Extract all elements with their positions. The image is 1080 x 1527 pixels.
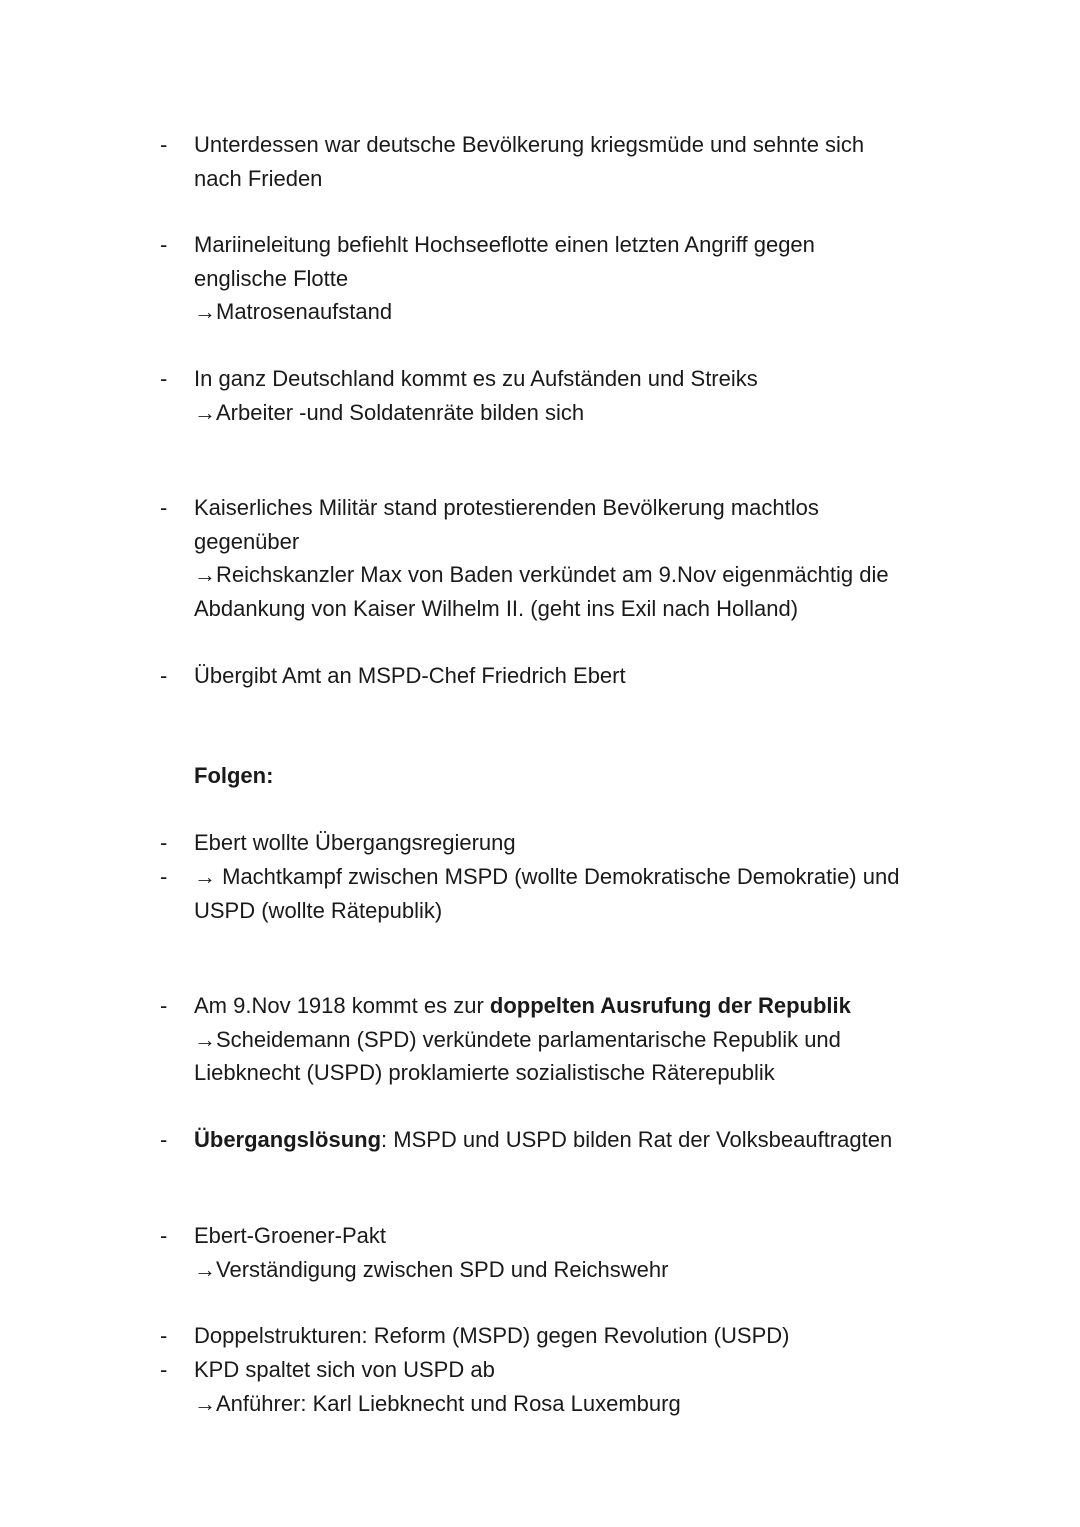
text-line: [194, 894, 964, 928]
heading-text: [194, 759, 964, 793]
bullet-dash: -: [160, 232, 168, 257]
text-line: [194, 162, 964, 196]
text-run: →Matrosenaufstand: [194, 299, 393, 324]
bold-text: Folgen:: [194, 763, 274, 788]
bullet-text: [194, 989, 964, 1090]
text-run: → Machtkampf zwischen MSPD (wollte Demokratische Demokratie) und: [194, 864, 900, 889]
bullet-text: [194, 826, 964, 860]
text-run: Am 9.Nov 1918 kommt es zur: [194, 993, 490, 1018]
text-run: Doppelstrukturen: Reform (MSPD) gegen Revolution (USPD): [194, 1323, 790, 1348]
text-line: [194, 1353, 964, 1387]
text-line: [194, 491, 964, 525]
text-run: →Anführer: Karl Liebknecht und Rosa Luxemburg: [194, 1390, 681, 1416]
text-line: [194, 1123, 964, 1157]
bold-text: doppelten Ausrufung der Republik: [489, 993, 851, 1018]
bullet-dash: -: [160, 1223, 168, 1248]
bullet-text: [194, 228, 964, 329]
text-line: [194, 1319, 964, 1353]
text-line: [194, 396, 964, 430]
text-line: [194, 1387, 964, 1421]
text-run: : MSPD und USPD bilden Rat der Volksbeauftragten: [381, 1127, 893, 1152]
text-line: [194, 860, 964, 894]
text-run: KPD spaltet sich von USPD ab: [194, 1357, 495, 1382]
bullet-text: [194, 491, 964, 625]
bullet-text: [194, 362, 964, 429]
text-line: [194, 759, 964, 793]
bullet-text: [194, 1123, 964, 1157]
text-run: Kaiserliches Militär stand protestierenden Bevölkerung machtlos: [194, 495, 819, 520]
bullet-dash: -: [160, 993, 168, 1018]
text-line: [194, 558, 964, 592]
bullet-text: [194, 1319, 964, 1353]
text-line: [194, 592, 964, 626]
bullet-dash: -: [160, 495, 168, 520]
text-run: USPD (wollte Rätepublik): [194, 897, 443, 923]
bullet-text: [194, 128, 964, 195]
bullet-dash: -: [160, 1127, 168, 1152]
text-line: [194, 826, 964, 860]
bullet-dash: -: [160, 864, 168, 889]
text-run: →Verständigung zwischen SPD und Reichswehr: [194, 1256, 669, 1282]
bullet-dash: -: [160, 132, 168, 157]
text-line: [194, 1023, 964, 1057]
text-run: Ebert-Groener-Pakt: [194, 1223, 386, 1248]
bullet-text: [194, 1219, 964, 1286]
text-run: Unterdessen war deutsche Bevölkerung kriegsmüde und sehnte sich: [194, 132, 865, 157]
bullet-text: [194, 659, 964, 693]
text-line: [194, 228, 964, 262]
text-line: [194, 989, 964, 1023]
text-run: Mariineleitung befiehlt Hochseeflotte einen letzten Angriff gegen: [194, 232, 815, 257]
text-run: →Arbeiter -und Soldatenräte bilden sich: [194, 399, 585, 425]
text-line: [194, 262, 964, 296]
text-run: Liebknecht (USPD) proklamierte sozialistische Räterepublik: [194, 1060, 775, 1085]
text-line: [194, 362, 964, 396]
text-run: Übergibt Amt an MSPD-Chef Friedrich Ebert: [194, 663, 626, 688]
bullet-dash: -: [160, 1357, 168, 1382]
text-run: nach Frieden: [194, 165, 323, 191]
text-run: →Scheidemann (SPD) verkündete parlamentarische Republik und: [194, 1026, 841, 1052]
text-run: englische Flotte: [194, 265, 349, 291]
bullet-dash: -: [160, 830, 168, 855]
bullet-dash: -: [160, 663, 168, 688]
text-run: →Reichskanzler Max von Baden verkündet am 9.Nov eigenmächtig die: [194, 562, 889, 587]
bold-text: Übergangslösung: [194, 1127, 382, 1152]
text-line: [194, 295, 964, 329]
text-run: Ebert wollte Übergangsregierung: [194, 830, 516, 855]
text-line: [194, 128, 964, 162]
text-line: [194, 1056, 964, 1090]
bullet-dash: -: [160, 366, 168, 391]
text-run: Abdankung von Kaiser Wilhelm II. (geht ins Exil nach Holland): [194, 595, 799, 621]
bullet-dash: -: [160, 1323, 168, 1348]
text-line: [194, 1219, 964, 1253]
text-run: In ganz Deutschland kommt es zu Aufständen und Streiks: [194, 366, 758, 391]
bullet-text: [194, 860, 964, 927]
text-run: gegenüber: [194, 528, 300, 554]
bullet-text: [194, 1353, 964, 1420]
text-line: [194, 1253, 964, 1287]
text-line: [194, 525, 964, 559]
text-line: [194, 659, 964, 693]
